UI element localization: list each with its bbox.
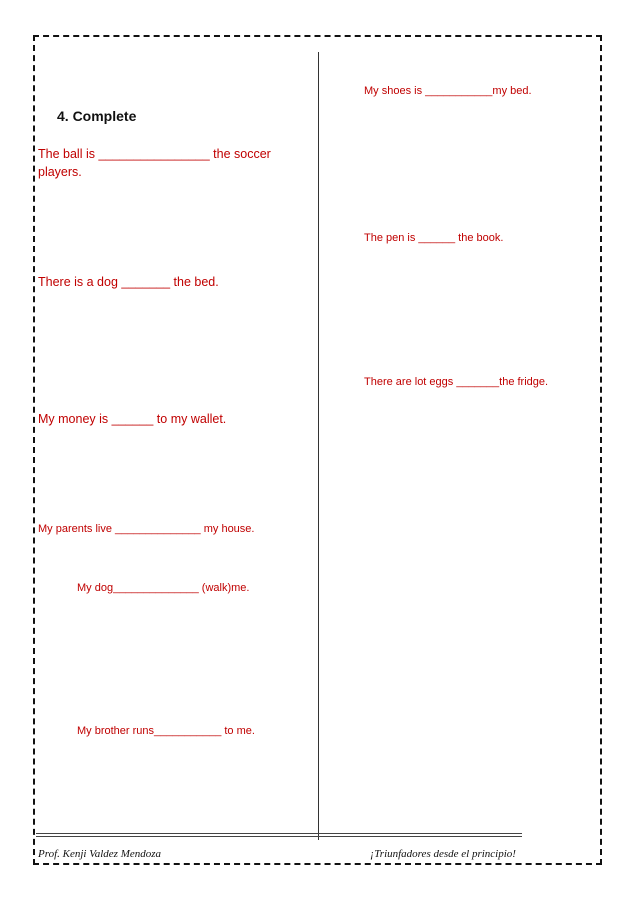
exercise-walk: My dog______________ (walk)me.: [77, 582, 250, 594]
exercise-parents: My parents live ______________ my house.: [38, 523, 255, 535]
exercise-pen: The pen is ______ the book.: [364, 232, 504, 244]
footer-rule: [36, 833, 522, 834]
column-divider: [318, 52, 319, 840]
footer-rule-double: [36, 836, 522, 837]
exercise-dog-bed: There is a dog _______ the bed.: [38, 275, 219, 289]
exercise-shoes: My shoes is ___________my bed.: [364, 85, 532, 97]
footer-author: Prof. Kenji Valdez Mendoza: [38, 848, 162, 860]
exercise-money: My money is ______ to my wallet.: [38, 412, 227, 426]
footer-motto: ¡Triunfadores desde el principio!: [370, 848, 516, 860]
exercise-eggs: There are lot eggs _______the fridge.: [364, 376, 549, 388]
exercise-brother: My brother runs___________ to me.: [77, 725, 255, 737]
exercise-ball: The ball is ________________ the soccer players.: [38, 147, 271, 179]
section-title: 4. Complete: [57, 108, 137, 124]
